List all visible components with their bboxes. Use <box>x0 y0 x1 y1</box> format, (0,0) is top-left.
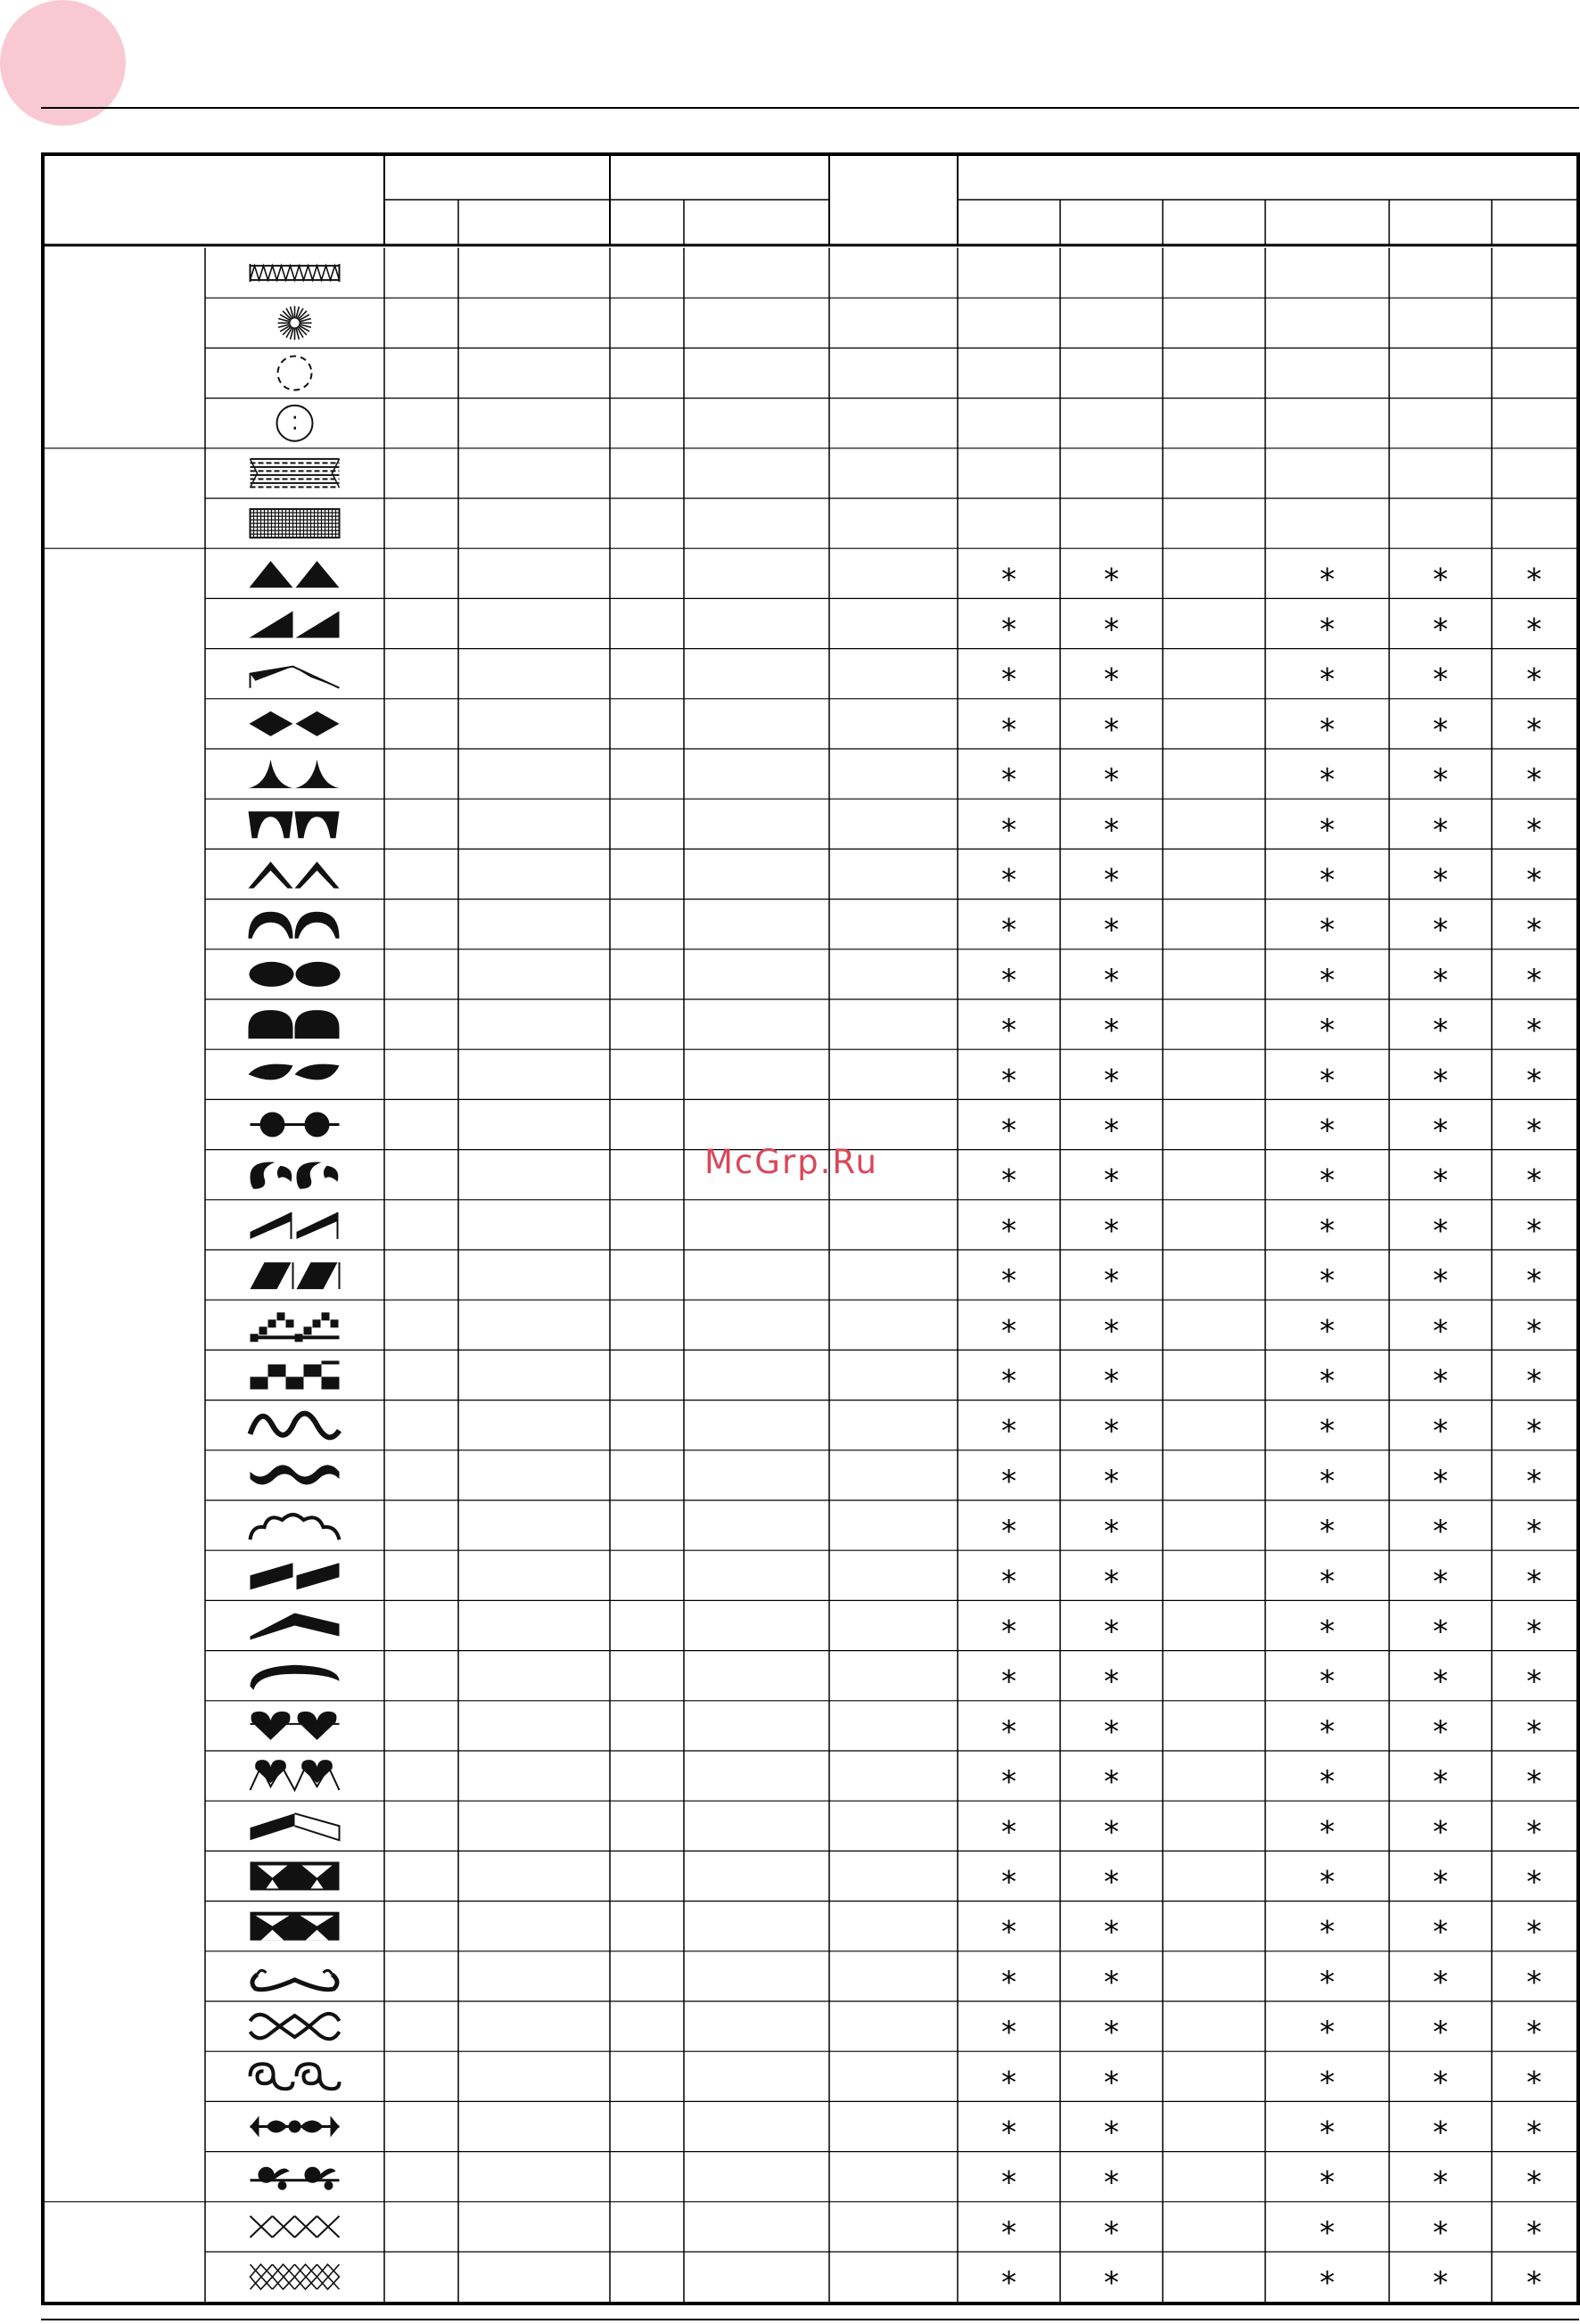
slant-bars-icon <box>251 1563 340 1589</box>
asterisk-mark: * <box>1527 562 1542 598</box>
asterisk-mark: * <box>1104 1463 1119 1499</box>
asterisk-mark: * <box>1001 1113 1016 1149</box>
asterisk-mark: * <box>1320 1614 1335 1650</box>
asterisk-mark: * <box>1433 1814 1448 1851</box>
asterisk-mark: * <box>1001 1162 1016 1199</box>
diamonds-icon <box>250 711 340 736</box>
asterisk-mark: * <box>1433 1063 1448 1099</box>
asterisk-mark: * <box>1433 1764 1448 1801</box>
asterisk-mark: * <box>1001 612 1016 648</box>
asterisk-mark: * <box>1320 762 1335 799</box>
wide-chevron-icon <box>251 1614 340 1640</box>
asterisk-mark: * <box>1433 1914 1448 1950</box>
double-cross-stitch-icon <box>251 2264 340 2289</box>
asterisk-mark: * <box>1001 1564 1016 1600</box>
asterisk-mark: * <box>1104 1413 1119 1449</box>
asterisk-mark: * <box>1104 1162 1119 1199</box>
tadpole-flourish-icon <box>251 2168 340 2189</box>
asterisk-mark: * <box>1001 1864 1016 1901</box>
asterisk-mark: * <box>1433 711 1448 748</box>
asterisk-mark: * <box>1527 812 1542 849</box>
asterisk-mark: * <box>1001 1814 1016 1851</box>
asterisk-mark: * <box>1001 962 1016 998</box>
asterisk-mark: * <box>1433 661 1448 698</box>
asterisk-mark: * <box>1527 762 1542 799</box>
ovals-icon <box>250 962 341 987</box>
asterisk-mark: * <box>1527 1964 1542 2000</box>
checker-blocks-icon <box>251 1361 340 1390</box>
asterisk-mark: * <box>1001 2214 1016 2251</box>
asterisk-mark: * <box>1433 612 1448 648</box>
asterisk-mark: * <box>1320 661 1335 698</box>
asterisk-mark: * <box>1320 1463 1335 1499</box>
asterisk-mark: * <box>1001 1413 1016 1449</box>
asterisk-mark: * <box>1433 1564 1448 1600</box>
asterisk-mark: * <box>1527 1764 1542 1801</box>
asterisk-mark: * <box>1001 1313 1016 1350</box>
arches-icon <box>249 912 340 939</box>
asterisk-mark: * <box>1527 912 1542 948</box>
domes-icon <box>249 1010 340 1039</box>
asterisk-mark: * <box>1001 2065 1016 2101</box>
asterisk-mark: * <box>1104 1013 1119 1049</box>
asterisk-mark: * <box>1320 1212 1335 1249</box>
asterisk-mark: * <box>1320 1162 1335 1199</box>
beads-icon <box>251 1113 340 1137</box>
asterisk-mark: * <box>1104 2065 1119 2101</box>
asterisk-mark: * <box>1433 1313 1448 1350</box>
asterisk-mark: * <box>1433 1013 1448 1049</box>
asterisk-mark: * <box>1320 1063 1335 1099</box>
asterisk-mark: * <box>1104 2164 1119 2201</box>
fleur-arrow-icon <box>251 2116 340 2138</box>
asterisk-mark: * <box>1001 1914 1016 1950</box>
asterisk-mark: * <box>1433 2065 1448 2101</box>
serpentine-icon <box>251 1414 340 1438</box>
asterisk-mark: * <box>1104 1063 1119 1099</box>
eyelet-dashed-circle-icon <box>278 357 312 390</box>
asterisk-mark: * <box>1104 2115 1119 2151</box>
scroll-curve-icon <box>252 1970 337 1989</box>
asterisk-mark: * <box>1104 1914 1119 1950</box>
asterisk-mark: * <box>1104 1663 1119 1700</box>
darning-satin-block-icon <box>251 459 340 488</box>
asterisk-mark: * <box>1001 762 1016 799</box>
asterisk-mark: * <box>1320 1964 1335 2000</box>
arrow-band-icon <box>251 1912 340 1941</box>
step-blocks-icon <box>251 1312 340 1342</box>
asterisk-mark: * <box>1320 1313 1335 1350</box>
asterisk-mark: * <box>1433 1514 1448 1550</box>
asterisk-mark: * <box>1320 912 1335 948</box>
asterisk-mark: * <box>1433 1363 1448 1400</box>
asterisk-mark: * <box>1527 1514 1542 1550</box>
asterisk-mark: * <box>1001 1363 1016 1400</box>
parallelograms-icon <box>251 1262 340 1289</box>
cross-stitch-icon <box>251 2216 340 2238</box>
darning-grid-icon <box>251 509 340 538</box>
asterisk-mark: * <box>1320 1514 1335 1550</box>
asterisk-mark: * <box>1001 1514 1016 1550</box>
asterisk-mark: * <box>1527 1614 1542 1650</box>
asterisk-mark: * <box>1433 1864 1448 1901</box>
asterisk-mark: * <box>1433 1162 1448 1199</box>
asterisk-mark: * <box>1104 1864 1119 1901</box>
asterisk-mark: * <box>1104 1564 1119 1600</box>
asterisk-mark: * <box>1527 2065 1542 2101</box>
asterisk-mark: * <box>1320 711 1335 748</box>
asterisk-mark: * <box>1320 962 1335 998</box>
asterisk-mark: * <box>1527 1162 1542 1199</box>
asterisk-mark: * <box>1527 612 1542 648</box>
asterisk-mark: * <box>1104 1113 1119 1149</box>
asterisk-mark: * <box>1104 1263 1119 1300</box>
asterisk-mark: * <box>1527 2015 1542 2051</box>
asterisk-mark: * <box>1527 1313 1542 1350</box>
asterisk-mark: * <box>1433 862 1448 899</box>
asterisk-mark: * <box>1001 1263 1016 1300</box>
asterisk-mark: * <box>1433 1113 1448 1149</box>
hearts-zigzag-icon <box>251 1760 340 1790</box>
asterisk-mark: * <box>1001 1713 1016 1750</box>
asterisk-mark: * <box>1320 1413 1335 1449</box>
asterisk-mark: * <box>1104 912 1119 948</box>
footer-rule <box>41 2319 1579 2320</box>
asterisk-mark: * <box>1320 1263 1335 1300</box>
chevron-peaks-icon <box>249 862 340 889</box>
asterisk-mark: * <box>1001 711 1016 748</box>
asterisk-mark: * <box>1104 2015 1119 2051</box>
right-triangles-icon <box>250 612 340 638</box>
asterisk-mark: * <box>1433 962 1448 998</box>
asterisk-mark: * <box>1433 912 1448 948</box>
asterisk-mark: * <box>1320 862 1335 899</box>
spiral-scroll-icon <box>251 2064 340 2089</box>
scallop-caps-icon <box>249 811 340 838</box>
asterisk-mark: * <box>1104 1614 1119 1650</box>
asterisk-mark: * <box>1001 562 1016 598</box>
spikes-icon <box>251 667 340 688</box>
asterisk-mark: * <box>1527 1663 1542 1700</box>
asterisk-mark: * <box>1001 2115 1016 2151</box>
asterisk-mark: * <box>1001 1463 1016 1499</box>
asterisk-mark: * <box>1104 1814 1119 1851</box>
asterisk-mark: * <box>1001 2164 1016 2201</box>
asterisk-mark: * <box>1104 2265 1119 2302</box>
zigzag-step-icon <box>251 1212 338 1239</box>
asterisk-mark: * <box>1433 2214 1448 2251</box>
asterisk-mark: * <box>1320 1663 1335 1700</box>
asterisk-mark: * <box>1001 2265 1016 2302</box>
asterisk-mark: * <box>1320 1864 1335 1901</box>
asterisk-mark: * <box>1527 711 1542 748</box>
asterisk-mark: * <box>1320 2214 1335 2251</box>
triangles-icon <box>250 561 340 587</box>
asterisk-mark: * <box>1433 1463 1448 1499</box>
asterisk-mark: * <box>1001 912 1016 948</box>
asterisk-mark: * <box>1527 1713 1542 1750</box>
asterisk-mark: * <box>1527 962 1542 998</box>
asterisk-mark: * <box>1001 661 1016 698</box>
watermark-text: McGrp.Ru <box>704 1143 878 1181</box>
eyelet-sunburst-icon <box>278 306 312 340</box>
asterisk-mark: * <box>1320 2015 1335 2051</box>
infinity-loop-icon <box>251 2014 340 2039</box>
cusp-peaks-icon <box>249 760 340 788</box>
asterisk-mark: * <box>1527 862 1542 899</box>
asterisk-mark: * <box>1104 1964 1119 2000</box>
asterisk-mark: * <box>1527 2265 1542 2302</box>
asterisk-mark: * <box>1320 1363 1335 1400</box>
asterisk-mark: * <box>1527 1212 1542 1249</box>
asterisk-mark: * <box>1001 1614 1016 1650</box>
asterisk-mark: * <box>1104 762 1119 799</box>
asterisk-mark: * <box>1527 2164 1542 2201</box>
asterisk-mark: * <box>1433 1212 1448 1249</box>
asterisk-mark: * <box>1001 1663 1016 1700</box>
asterisk-mark: * <box>1104 1313 1119 1350</box>
asterisk-mark: * <box>1527 1463 1542 1499</box>
asterisk-mark: * <box>1527 1363 1542 1400</box>
asterisk-mark: * <box>1320 2065 1335 2101</box>
asterisk-mark: * <box>1320 1713 1335 1750</box>
smile-arc-icon <box>251 1665 340 1690</box>
hearts-icon <box>251 1712 340 1740</box>
waves-curl-icon <box>251 1162 339 1189</box>
asterisk-mark: * <box>1433 1713 1448 1750</box>
asterisk-mark: * <box>1104 962 1119 998</box>
asterisk-mark: * <box>1001 1212 1016 1249</box>
asterisk-mark: * <box>1104 1514 1119 1550</box>
asterisk-mark: * <box>1433 1663 1448 1700</box>
asterisk-mark: * <box>1527 1413 1542 1449</box>
asterisk-mark: * <box>1320 1814 1335 1851</box>
asterisk-mark: * <box>1104 661 1119 698</box>
asterisk-mark: * <box>1320 1013 1335 1049</box>
asterisk-mark: * <box>1433 1413 1448 1449</box>
asterisk-mark: * <box>1527 1914 1542 1950</box>
asterisk-mark: * <box>1104 612 1119 648</box>
asterisk-mark: * <box>1320 562 1335 598</box>
asterisk-mark: * <box>1104 1764 1119 1801</box>
asterisk-mark: * <box>1001 812 1016 849</box>
asterisk-mark: * <box>1320 612 1335 648</box>
asterisk-mark: * <box>1104 711 1119 748</box>
asterisk-mark: * <box>1433 1964 1448 2000</box>
asterisk-mark: * <box>1433 2265 1448 2302</box>
asterisk-mark: * <box>1104 1713 1119 1750</box>
asterisk-mark: * <box>1104 1212 1119 1249</box>
zigzag-bar-tacking-icon <box>251 264 340 282</box>
button-sewing-icon <box>277 406 313 441</box>
asterisk-mark: * <box>1527 661 1542 698</box>
asterisk-mark: * <box>1001 1013 1016 1049</box>
asterisk-mark: * <box>1001 862 1016 899</box>
asterisk-mark: * <box>1433 2015 1448 2051</box>
asterisk-mark: * <box>1433 1263 1448 1300</box>
asterisk-mark: * <box>1104 812 1119 849</box>
asterisk-mark: * <box>1320 812 1335 849</box>
wedge-open-icon <box>251 1813 340 1840</box>
asterisk-mark: * <box>1104 562 1119 598</box>
stitch-chart-table <box>41 152 1580 2305</box>
asterisk-mark: * <box>1527 2115 1542 2151</box>
asterisk-mark: * <box>1104 1363 1119 1400</box>
asterisk-mark: * <box>1001 1964 1016 2000</box>
asterisk-mark: * <box>1320 2115 1335 2151</box>
asterisk-mark: * <box>1104 2214 1119 2251</box>
asterisk-mark: * <box>1527 1564 1542 1600</box>
asterisk-mark: * <box>1433 762 1448 799</box>
table-grid <box>45 156 1576 2302</box>
ribbon-wave-icon <box>251 1465 340 1484</box>
asterisk-mark: * <box>1320 2164 1335 2201</box>
asterisk-mark: * <box>1527 1063 1542 1099</box>
asterisk-mark: * <box>1433 562 1448 598</box>
asterisk-mark: * <box>1320 1564 1335 1600</box>
asterisk-mark: * <box>1527 1263 1542 1300</box>
asterisk-mark: * <box>1433 2164 1448 2201</box>
asterisk-mark: * <box>1527 1113 1542 1149</box>
header-rule <box>41 107 1579 109</box>
leaves-icon <box>249 1064 340 1080</box>
asterisk-mark: * <box>1001 1063 1016 1099</box>
asterisk-mark: * <box>1433 812 1448 849</box>
asterisk-mark: * <box>1320 1113 1335 1149</box>
asterisk-mark: * <box>1320 1914 1335 1950</box>
clouds-icon <box>251 1515 340 1540</box>
asterisk-mark: * <box>1320 2265 1335 2302</box>
asterisk-mark: * <box>1001 2015 1016 2051</box>
asterisk-mark: * <box>1320 1764 1335 1801</box>
asterisk-mark: * <box>1527 1814 1542 1851</box>
asterisk-mark: * <box>1001 1764 1016 1801</box>
asterisk-mark: * <box>1104 862 1119 899</box>
asterisk-mark: * <box>1433 1614 1448 1650</box>
crown-band-icon <box>251 1862 340 1891</box>
asterisk-mark: * <box>1433 2115 1448 2151</box>
asterisk-mark: * <box>1527 1864 1542 1901</box>
asterisk-mark: * <box>1527 2214 1542 2251</box>
asterisk-mark: * <box>1527 1013 1542 1049</box>
